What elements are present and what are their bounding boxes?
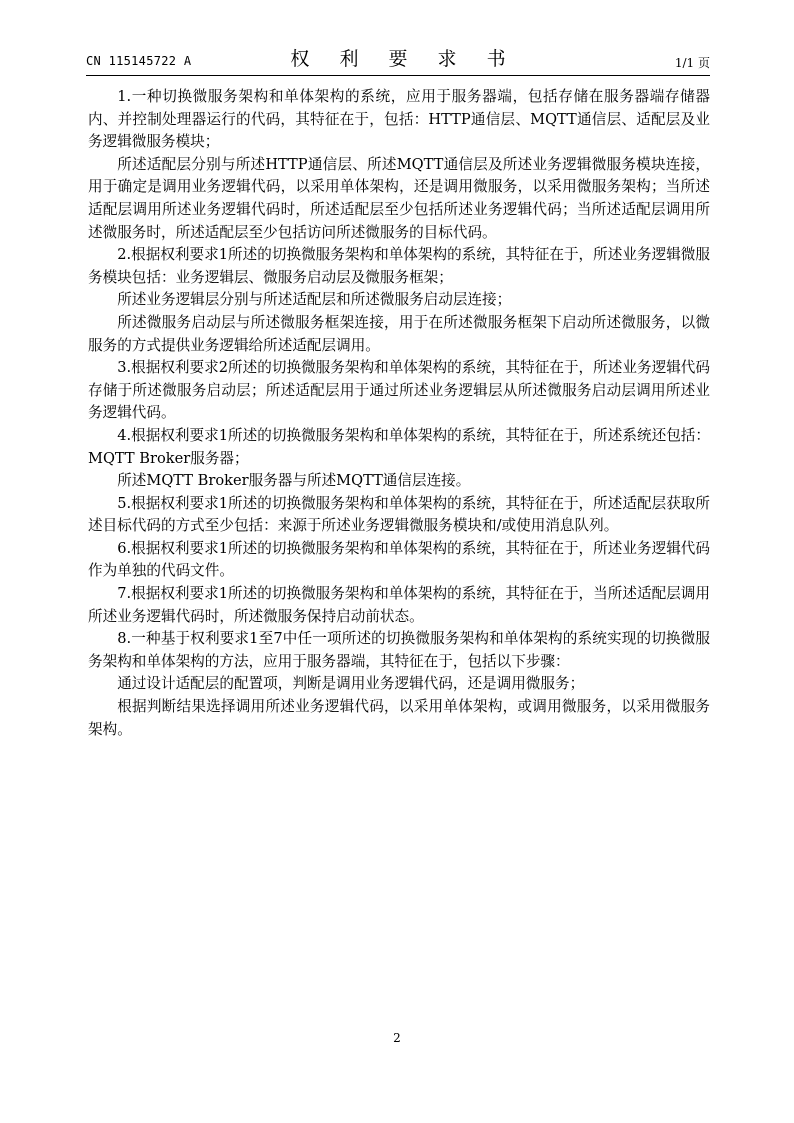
claim-paragraph-3: 2.根据权利要求1所述的切换微服务架构和单体架构的系统，其特征在于，所述业务逻辑微服务模块包括：业务逻辑层、微服务启动层及微服务框架；	[88, 246, 710, 286]
claim-paragraph-8: 所述MQTT Broker服务器与所述MQTT通信层连接。	[117, 472, 471, 490]
claim-paragraph-4: 所述业务逻辑层分别与所述适配层和所述微服务启动层连接；	[117, 291, 512, 309]
claim-paragraph-1: 1.一种切换微服务架构和单体架构的系统，应用于服务器端，包括存储在服务器端存储器内、并控制处理器运行的代码，其特征在于，包括：HTTP通信层、MQTT通信层、适配层及业务逻辑微服务模块；	[88, 88, 710, 151]
claim-paragraph-2: 所述适配层分别与所述HTTP通信层、所述MQTT通信层及所述业务逻辑微服务模块连接，用于确定是调用业务逻辑代码，以采用单体架构，还是调用微服务，以采用微服务架构；当所述适配层调用所述业务逻辑代码时，所述适配层至少包括所述业务逻辑代码；当所述适配层调用所述微服务时，所述适配层至少包括访问所述微服务的目标代码。	[88, 155, 710, 241]
claim-paragraph-13: 通过设计适配层的配置项，判断是调用业务逻辑代码，还是调用微服务；	[117, 675, 585, 693]
publication-number: CN 115145722 A	[86, 54, 192, 68]
claim-paragraph-5: 所述微服务启动层与所述微服务框架连接，用于在所述微服务框架下启动所述微服务，以微服务的方式提供业务逻辑给所述适配层调用。	[88, 313, 710, 354]
claim-paragraph-10: 6.根据权利要求1所述的切换微服务架构和单体架构的系统，其特征在于，所述业务逻辑代码作为单独的代码文件。	[88, 539, 710, 580]
claim-paragraph-11: 7.根据权利要求1所述的切换微服务架构和单体架构的系统，其特征在于，当所述适配层调用所述业务逻辑代码时，所述微服务保持启动前状态。	[88, 585, 710, 625]
page-number: 2	[393, 1031, 401, 1045]
document-title: 权 利 要 求 书	[290, 48, 518, 70]
page-header	[86, 40, 710, 76]
claim-paragraph-7: 4.根据权利要求1所述的切换微服务架构和单体架构的系统，其特征在于，所述系统还包括：MQTT Broker服务器；	[88, 426, 710, 467]
claim-paragraph-14: 根据判断结果选择调用所述业务逻辑代码，以采用单体架构，或调用微服务，以采用微服务架构。	[88, 698, 710, 738]
claim-paragraph-9: 5.根据权利要求1所述的切换微服务架构和单体架构的系统，其特征在于，所述适配层获取所述目标代码的方式至少包括：来源于所述业务逻辑微服务模块和/或使用消息队列。	[88, 494, 710, 535]
claims-body	[88, 86, 710, 741]
claim-paragraph-12: 8.一种基于权利要求1至7中任一项所述的切换微服务架构和单体架构的系统实现的切换微服务架构和单体架构的方法，应用于服务器端，其特征在于，包括以下步骤：	[88, 630, 710, 670]
header-divider	[86, 75, 710, 76]
page-indicator: 1/1 页	[674, 56, 710, 70]
claim-paragraph-6: 3.根据权利要求2所述的切换微服务架构和单体架构的系统，其特征在于，所述业务逻辑代码存储于所述微服务启动层；所述适配层用于通过所述业务逻辑层从所述微服务启动层调用所述业务逻辑代码。	[88, 359, 710, 422]
